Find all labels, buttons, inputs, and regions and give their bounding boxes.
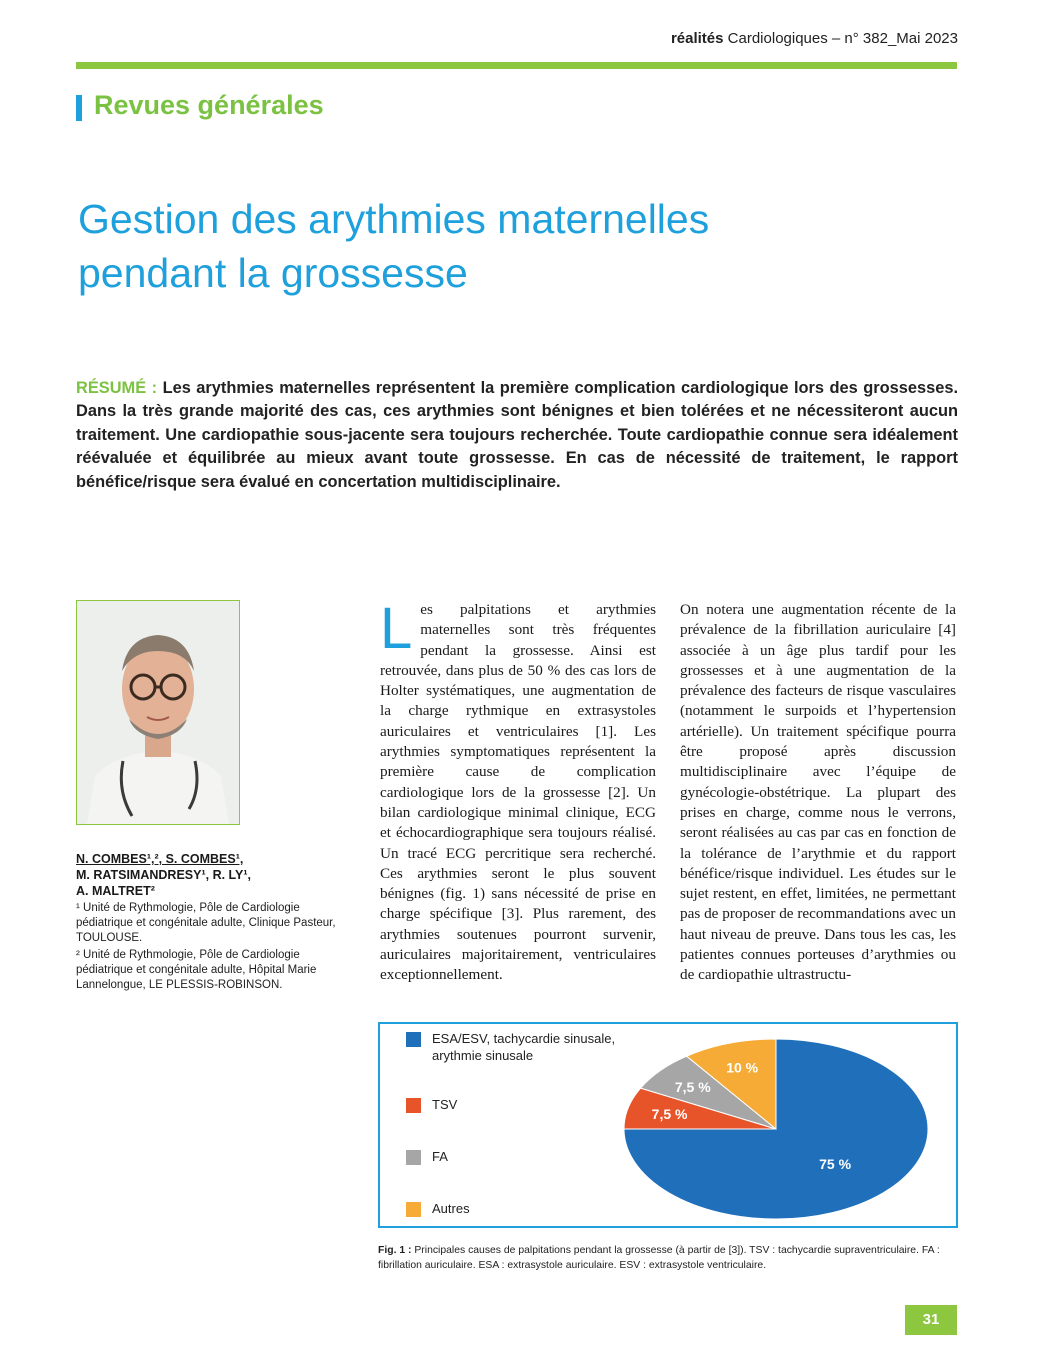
author-photo — [76, 600, 240, 825]
article-title — [78, 192, 938, 300]
abstract — [76, 377, 958, 494]
caption-text: Principales causes de palpitations pendant la grossesse (à partir de [3]). TSV : tachycardie supraventriculaire. FA : fibrillation auriculaire. ESA : extrasystole auriculaire. ESV : extrasystole ventriculaire. — [378, 1245, 940, 1271]
pie-label-1: 75 % — [819, 1156, 852, 1173]
legend-swatch-1 — [406, 1032, 421, 1047]
page-number: 31 — [905, 1305, 957, 1335]
issue-info: Cardiologiques – n° 382_Mai 2023 — [727, 30, 958, 47]
abstract-text: Les arythmies maternelles représentent la première complication cardiologique lors des grossesses. Dans la très grande majorité des cas, ces arythmies sont bénignes et bien tolérées et ne nécessiteront aucun traitement. Une cardiopathie sous-jacente sera toujours recherchée. Toute cardiopathie connue sera idéalement réévaluée et équilibrée au mieux avant toute grossesse. En cas de nécessité de traitement, le rapport bénéfice/risque sera évalué en concertation multidisciplinaire. — [76, 379, 958, 491]
author-names — [76, 851, 346, 899]
pie-chart — [610, 1032, 940, 1222]
section-marker — [76, 95, 82, 121]
affiliation-2: ² Unité de Rythmologie, Pôle de Cardiologie pédiatrique et congénitale adulte, Hôpital Marie Lannelongue, LE PLESSIS-ROBINSON. — [76, 949, 317, 991]
author-line-3: A. MALTRET² — [76, 884, 155, 898]
legend-label-4: Autres — [432, 1201, 470, 1216]
affiliation-1: ¹ Unité de Rythmologie, Pôle de Cardiologie pédiatrique et congénitale adulte, Clinique Pasteur, TOULOUSE. — [76, 902, 336, 944]
figure-1 — [378, 1022, 958, 1228]
author-block — [76, 851, 346, 993]
body-column-1-text: es palpitations et arythmies maternelles sont très fréquentes pendant la grossesse. Ainsi est retrouvée, dans plus de 50 % des cas lors de Holter systématiques, une augmentation de la charge rythmique en extrasystoles auriculaires et ventriculaires [1]. Les arythmies symptomatiques représentent la première cause de complication cardiologique lors de la grossesse [2]. Un bilan cardiologique minimal clinique, ECG et échocardiographique sera toujours réalisé. Un tracé ECG percritique sera recherché. Ces arythmies seront le plus souvent bénignes (fig. 1) sans nécessité de prise en charge spécifique [3]. Plus rarement, des arythmies soutenues pourront survenir, auriculaires majoritairement, ventriculaires exceptionnellement. — [380, 601, 656, 984]
article-title-line1: Gestion des arythmies maternelles — [78, 196, 710, 242]
legend-swatch-2 — [406, 1098, 421, 1113]
section-title: Revues générales — [94, 90, 324, 120]
body-column-2 — [680, 600, 956, 986]
pie-label-4: 10 % — [726, 1059, 759, 1076]
journal-name: réalités — [670, 30, 724, 47]
abstract-label: RÉSUMÉ : — [76, 379, 158, 397]
pie-label-3: 7,5 % — [674, 1078, 711, 1095]
pie-label-2: 7,5 % — [651, 1105, 688, 1122]
drop-cap: L — [380, 596, 413, 661]
legend-swatch-3 — [406, 1150, 421, 1165]
journal-header — [671, 30, 958, 47]
header-rule — [76, 62, 957, 69]
body-column-2-text: On notera une augmentation récente de la prévalence de la fibrillation auriculaire [4] associée à un âge plus tardif pour les grossesses et à une augmentation de la prévalence des facteurs de risque vasculaires (notamment le surpoids et l’hypertension artérielle). Un traitement spécifique pourra être proposé après discussion multidisciplinaire avec l’équipe de gynécologie-obstétrique. La plupart des prises en charge, comme nous le verrons, seront réalisées au cas par cas en fonction de la tolérance de l’arythmie et du rapport bénéfice/risque individuel. Les études sur le sujet restent, en effet, limitées, ne permettant pas de proposer de recommandations avec un haut niveau de preuve. Dans tous les cas, les patientes connues porteuses d’arythmies ou de cardiopathie ultrastructu- — [680, 601, 956, 984]
legend-label-3: FA — [432, 1149, 448, 1164]
body-column-1 — [380, 596, 656, 986]
caption-label: Fig. 1 : — [378, 1245, 412, 1256]
author-line-2: M. RATSIMANDRESY¹, R. LY¹, — [76, 868, 252, 882]
legend-swatch-4 — [406, 1202, 421, 1217]
legend-label-1: ESA/ESV, tachycardie sinusale, arythmie sinusale — [432, 1031, 616, 1063]
legend-label-2: TSV — [432, 1097, 458, 1112]
author-line-1: N. COMBES¹,², S. COMBES¹, — [76, 852, 244, 866]
figure-caption — [378, 1243, 958, 1273]
article-title-line2: pendant la grossesse — [78, 250, 468, 296]
